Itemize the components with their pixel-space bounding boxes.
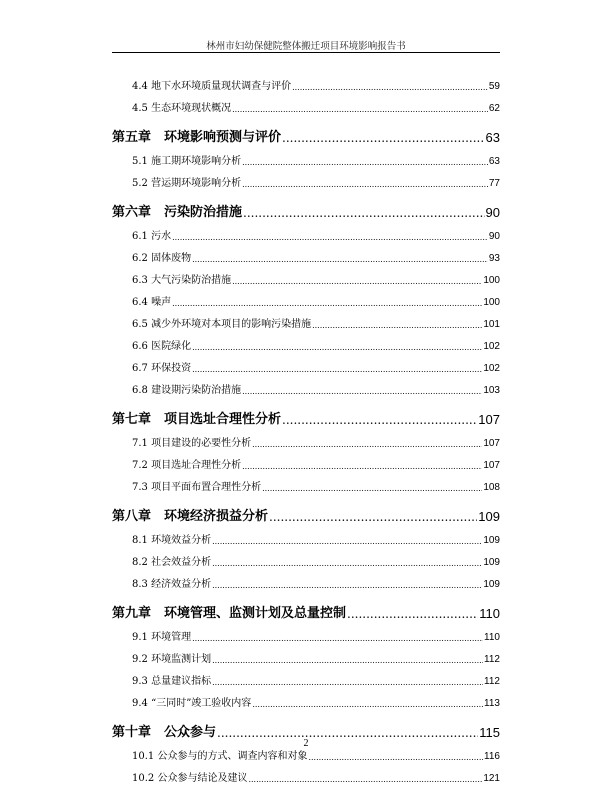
toc-entry-title: 8.3 经济效益分析 <box>132 579 212 590</box>
dot-leader <box>282 131 485 145</box>
toc-entry-title: 5.2 营运期环境影响分析 <box>132 178 242 189</box>
dot-leader <box>242 158 488 167</box>
toc-entry-page: 113 <box>484 698 500 709</box>
toc-section-entry[interactable] <box>112 145 500 167</box>
toc-entry-title: 7.2 项目选址合理性分析 <box>132 460 242 471</box>
running-header: 林州市妇幼保健院整体搬迁项目环境影响报告书 <box>206 41 406 52</box>
dot-leader <box>292 83 488 92</box>
toc-entry-title: 4.5 生态环境现状概况 <box>132 103 232 114</box>
dot-leader <box>242 462 482 471</box>
toc-entry-title: 9.2 环境监测计划 <box>132 654 212 665</box>
toc-entry-page: 102 <box>483 363 500 374</box>
dot-leader <box>252 700 483 709</box>
table-of-contents <box>112 70 500 784</box>
toc-section-entry[interactable] <box>112 546 500 568</box>
toc-chapter-entry[interactable] <box>112 709 500 740</box>
toc-section-entry[interactable] <box>112 621 500 643</box>
dot-leader <box>262 484 482 493</box>
dot-leader <box>232 277 482 286</box>
toc-entry-page: 77 <box>488 178 500 189</box>
toc-entry-title: 6.7 环保投资 <box>132 363 192 374</box>
toc-entry-title: 6.8 建设期污染防治措施 <box>132 385 242 396</box>
toc-section-entry[interactable] <box>112 471 500 493</box>
dot-leader <box>347 607 478 621</box>
toc-section-entry[interactable] <box>112 264 500 286</box>
toc-entry-title: 6.1 污水 <box>132 231 172 242</box>
toc-section-entry[interactable] <box>112 308 500 330</box>
toc-entry-title: 10.1 公众参与的方式、调查内容和对象 <box>132 751 308 762</box>
toc-entry-title: 7.3 项目平面布置合理性分析 <box>132 482 262 493</box>
dot-leader <box>212 559 482 568</box>
dot-leader <box>172 299 482 308</box>
toc-entry-title: 9.1 环境管理 <box>132 632 192 643</box>
toc-section-entry[interactable] <box>112 374 500 396</box>
toc-section-entry[interactable] <box>112 762 500 784</box>
dot-leader <box>242 387 482 396</box>
toc-entry-page: 59 <box>488 81 500 92</box>
dot-leader <box>312 321 482 330</box>
header-rule <box>112 52 500 53</box>
toc-entry-page: 110 <box>484 632 500 643</box>
toc-entry-title: 10.2 公众参与结论及建议 <box>132 773 248 784</box>
toc-entry-page: 110 <box>479 606 500 621</box>
toc-section-entry[interactable] <box>112 92 500 114</box>
toc-section-entry[interactable] <box>112 286 500 308</box>
dot-leader <box>242 180 488 189</box>
dot-leader <box>192 343 482 352</box>
dot-leader <box>192 634 483 643</box>
toc-entry-page: 103 <box>483 385 500 396</box>
toc-entry-title: 6.6 医院绿化 <box>132 341 192 352</box>
dot-leader <box>212 581 482 590</box>
toc-entry-title: 第七章 项目选址合理性分析 <box>112 412 282 427</box>
toc-entry-page: 109 <box>483 535 500 546</box>
toc-section-entry[interactable] <box>112 330 500 352</box>
dot-leader <box>248 775 482 784</box>
toc-chapter-entry[interactable] <box>112 189 500 220</box>
toc-entry-page: 108 <box>483 482 500 493</box>
toc-entry-title: 8.1 环境效益分析 <box>132 535 212 546</box>
toc-entry-page: 109 <box>483 579 500 590</box>
toc-entry-page: 109 <box>478 509 500 524</box>
dot-leader <box>192 365 482 374</box>
toc-entry-title: 第九章 环境管理、监测计划及总量控制 <box>112 606 347 621</box>
toc-section-entry[interactable] <box>112 70 500 92</box>
dot-leader <box>232 105 488 114</box>
toc-entry-page: 116 <box>484 751 500 762</box>
toc-section-entry[interactable] <box>112 220 500 242</box>
toc-chapter-entry[interactable] <box>112 396 500 427</box>
toc-entry-title: 4.4 地下水环境质量现状调查与评价 <box>132 81 292 92</box>
toc-entry-page: 90 <box>488 231 500 242</box>
toc-entry-title: 9.4 “三同时”竣工验收内容 <box>132 698 252 709</box>
toc-entry-page: 107 <box>483 460 500 471</box>
toc-entry-page: 62 <box>488 103 500 114</box>
toc-section-entry[interactable] <box>112 665 500 687</box>
dot-leader <box>212 537 482 546</box>
toc-entry-page: 112 <box>484 654 500 665</box>
toc-entry-title: 6.4 噪声 <box>132 297 172 308</box>
toc-chapter-entry[interactable] <box>112 493 500 524</box>
toc-section-entry[interactable] <box>112 167 500 189</box>
toc-section-entry[interactable] <box>112 568 500 590</box>
toc-section-entry[interactable] <box>112 427 500 449</box>
toc-entry-title: 8.2 社会效益分析 <box>132 557 212 568</box>
toc-section-entry[interactable] <box>112 687 500 709</box>
toc-entry-title: 6.2 固体废物 <box>132 253 192 264</box>
dot-leader <box>269 510 477 524</box>
toc-entry-page: 90 <box>485 205 500 220</box>
toc-section-entry[interactable] <box>112 242 500 264</box>
toc-entry-title: 5.1 施工期环境影响分析 <box>132 156 242 167</box>
toc-entry-page: 93 <box>488 253 500 264</box>
toc-entry-page: 107 <box>478 412 500 427</box>
dot-leader <box>282 413 477 427</box>
toc-section-entry[interactable] <box>112 449 500 471</box>
toc-entry-title: 第五章 环境影响预测与评价 <box>112 130 282 145</box>
dot-leader <box>192 255 488 264</box>
dot-leader <box>252 440 482 449</box>
dot-leader <box>212 656 483 665</box>
dot-leader <box>212 678 483 687</box>
page-number: 2 <box>303 738 309 749</box>
toc-entry-title: 9.3 总量建议指标 <box>132 676 212 687</box>
toc-entry-page: 121 <box>483 773 500 784</box>
toc-entry-page: 107 <box>483 438 500 449</box>
toc-entry-title: 7.1 项目建设的必要性分析 <box>132 438 252 449</box>
toc-entry-title: 6.3 大气污染防治措施 <box>132 275 232 286</box>
dot-leader <box>308 753 483 762</box>
toc-entry-page: 109 <box>483 557 500 568</box>
toc-chapter-entry[interactable] <box>112 590 500 621</box>
toc-entry-title: 第八章 环境经济损益分析 <box>112 509 269 524</box>
toc-chapter-entry[interactable] <box>112 114 500 145</box>
toc-entry-page: 112 <box>484 676 500 687</box>
toc-section-entry[interactable] <box>112 524 500 546</box>
toc-entry-page: 63 <box>485 130 500 145</box>
toc-entry-page: 101 <box>483 319 500 330</box>
toc-entry-page: 100 <box>483 275 500 286</box>
toc-section-entry[interactable] <box>112 643 500 665</box>
toc-entry-title: 第十章 公众参与 <box>112 725 217 740</box>
dot-leader <box>243 206 485 220</box>
toc-entry-title: 第六章 污染防治措施 <box>112 205 243 220</box>
toc-section-entry[interactable] <box>112 352 500 374</box>
toc-entry-title: 6.5 减少外环境对本项目的影响污染措施 <box>132 319 312 330</box>
toc-entry-page: 100 <box>483 297 500 308</box>
toc-entry-page: 115 <box>479 725 500 740</box>
toc-entry-page: 102 <box>483 341 500 352</box>
dot-leader <box>172 233 488 242</box>
toc-entry-page: 63 <box>488 156 500 167</box>
